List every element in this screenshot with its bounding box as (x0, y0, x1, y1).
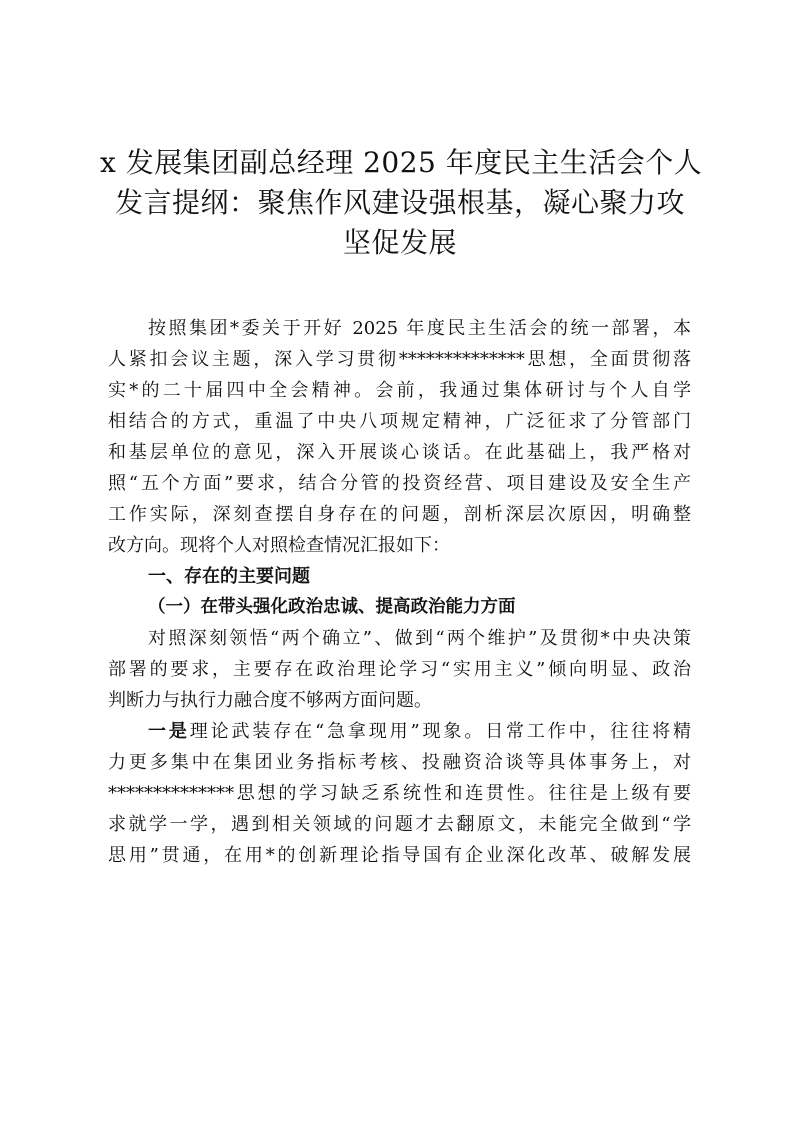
title-line: 发言提纲：聚焦作风建设强根基，凝心聚力攻 (114, 186, 685, 219)
point-text: 理论武装存在“急拿现用”现象。日常工作中，往往将精 (189, 721, 692, 742)
text-line: 按照集团*委关于开好 2025 年度民主生活会的统一部署，本 (148, 318, 691, 339)
point-one-paragraph (108, 716, 691, 871)
text-line (108, 716, 691, 747)
text-line: 相结合的方式，重温了中央八项规定精神，广泛征求了分管部门 (108, 411, 691, 432)
intro-paragraph (108, 313, 691, 561)
text-line: 部署的要求，主要存在政治理论学习“实用主义”倾向明显、政治 (108, 659, 691, 680)
text-line: 思用”贯通，在用*的创新理论指导国有企业深化改革、破解发展 (108, 845, 691, 866)
subsection-heading: （一）在带头强化政治忠诚、提高政治能力方面 (148, 597, 516, 617)
document-title (100, 143, 703, 263)
text-line: 照“五个方面”要求，结合分管的投资经营、项目建设及安全生产 (108, 473, 691, 494)
title-line: 坚促发展 (342, 226, 457, 259)
text-line: **************思想的学习缺乏系统性和连贯性。往往是上级有要 (108, 783, 691, 804)
text-line: 判断力与执行力融合度不够两方面问题。 (108, 690, 432, 711)
problem-summary-paragraph (108, 623, 691, 716)
text-line: 和基层单位的意见，深入开展谈心谈话。在此基础上，我严格对 (108, 442, 691, 463)
text-line: 人紧扣会议主题，深入学习贯彻**************思想，全面贯彻落 (108, 349, 691, 370)
title-line: x 发展集团副总经理 2025 年度民主生活会个人 (100, 146, 703, 179)
text-line: 力更多集中在集团业务指标考核、投融资洽谈等具体事务上，对 (108, 752, 691, 773)
text-line: 对照深刻领悟“两个确立”、做到“两个维护”及贯彻*中央决策 (148, 628, 691, 649)
text-line: 改方向。现将个人对照检查情况汇报如下： (108, 535, 450, 556)
text-line: 求就学一学，遇到相关领域的问题才去翻原文，未能完全做到“学 (108, 814, 691, 835)
text-line: 工作实际，深刻查摆自身存在的问题，剖析深层次原因，明确整 (108, 504, 691, 525)
section-heading: 一、存在的主要问题 (148, 566, 310, 587)
point-lead: 一是 (148, 721, 190, 742)
text-line: 实*的二十届四中全会精神。会前，我通过集体研讨与个人自学 (108, 380, 691, 401)
document-body (108, 313, 691, 871)
